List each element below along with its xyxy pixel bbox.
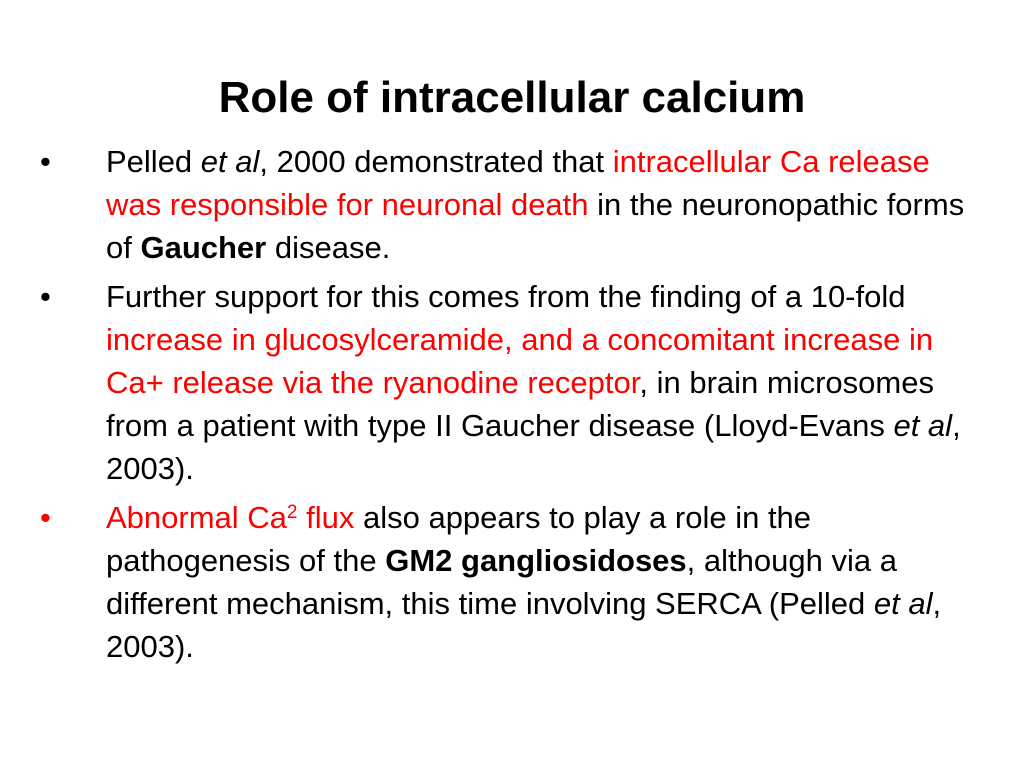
bullet-text: Abnormal Ca$^2$ flux also appears to play a role in the pathogenesis of the GM2 gangliosidoses, although via a different mechanism, this time involving SERCA (Pelled et al, 2003). (106, 500, 942, 664)
bullet-list (40, 140, 990, 674)
bullet-item (40, 496, 990, 668)
bullet-marker: • (40, 144, 51, 179)
superscript: 2 (286, 502, 298, 523)
bullet-item (40, 275, 990, 490)
highlight-text: flux (297, 500, 355, 535)
slide-title: Role of intracellular calcium (218, 73, 806, 122)
emphasis-text: GM2 gangliosidoses (385, 543, 687, 578)
emphasis-text: Gaucher (140, 230, 267, 265)
highlight-text: intracellular Ca release was responsible for neuronal death (106, 144, 930, 222)
bullet-marker: • (40, 500, 51, 535)
bullet-text: Further support for this comes from the finding of a 10-fold increase in glucosylceramide, and a concomitant increase in Ca+ release via the ryanodine receptor, in brain microsomes from a patient with type II Gaucher disease (Lloyd-Evans et al, 2003). (106, 279, 961, 486)
highlight-text: Abnormal Ca (106, 500, 287, 535)
bullet-marker: • (40, 279, 51, 314)
bullet-text: Pelled et al, 2000 demonstrated that intracellular Ca release was responsible for neuronal death in the neuronopathic forms of Gaucher disease. (106, 144, 965, 265)
highlight-text: increase in glucosylceramide, and a concomitant increase in Ca+ release via the ryanodine receptor (106, 322, 934, 400)
bullet-item (40, 140, 990, 269)
